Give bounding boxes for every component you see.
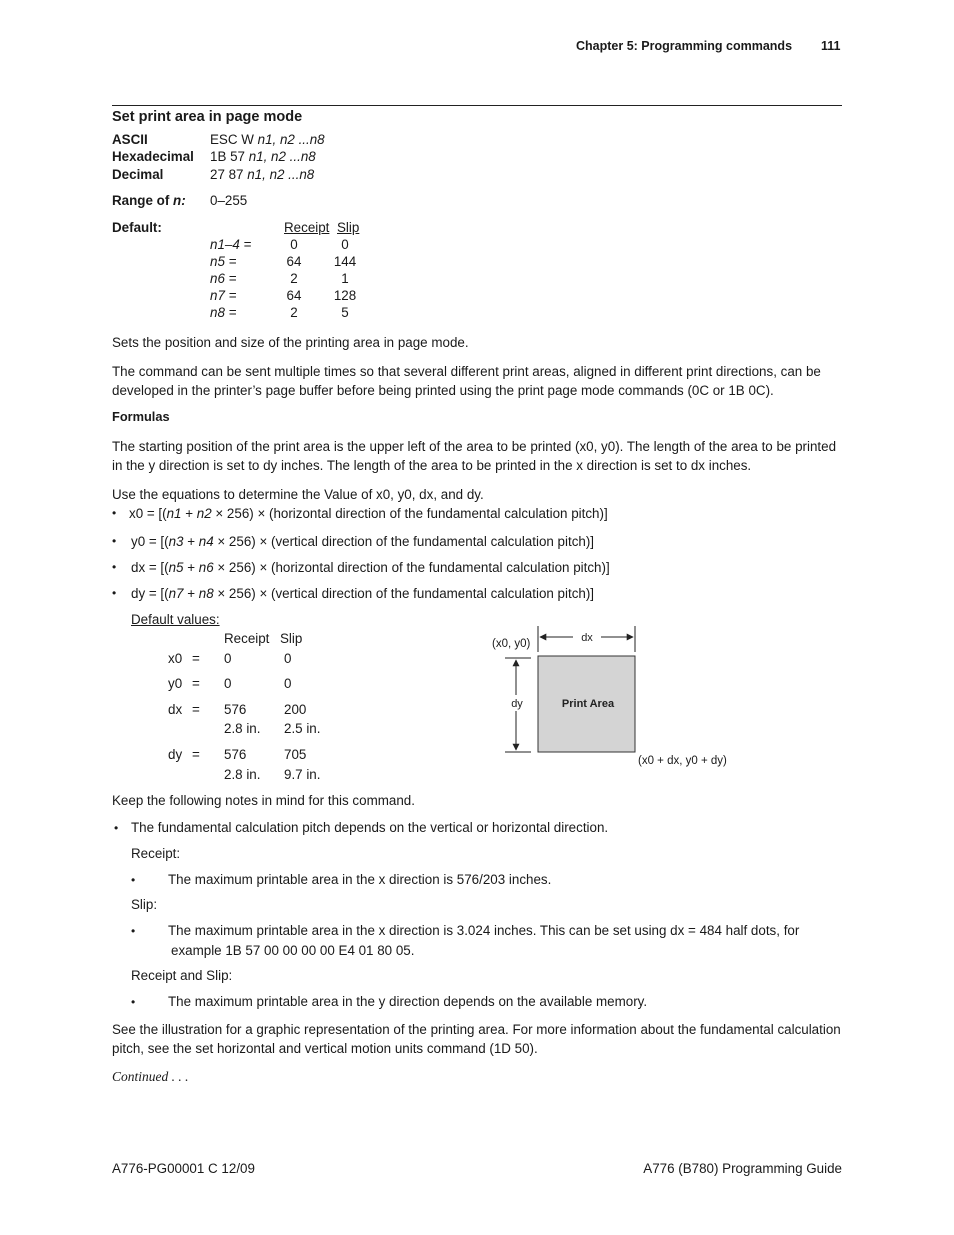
default-receipt: 64: [286, 288, 302, 303]
bullet: •: [114, 821, 119, 835]
illustration-paragraph: See the illustration for a graphic representation of the printing area. For more information about the fundamental calculation pitch, see the set horizontal and vertical motion units command (1D 50).: [112, 1022, 841, 1056]
footer-doc-id: A776-PG00001 C 12/09: [112, 1161, 255, 1176]
dv-slip-inches: 2.5 in.: [284, 721, 321, 736]
section-divider: [112, 105, 842, 106]
slip-label: Slip:: [131, 897, 158, 912]
dv-slip: 0: [284, 651, 292, 666]
default-param: n8 =: [210, 305, 237, 320]
starting-position-paragraph: The starting position of the print area is the upper left of the area to be printed (x0, y0). The length of the area to be printed in the y direction is set to dy inches. The length of the area to be printed in the x direction is set to dx inches.: [112, 439, 837, 473]
dv-header-slip: Slip: [280, 631, 303, 646]
running-header: [576, 39, 840, 53]
dv-receipt: 0: [224, 676, 232, 691]
dv-slip-inches: 9.7 in.: [284, 767, 321, 782]
origin-label: (x0, y0): [492, 638, 531, 650]
note-pitch: The fundamental calculation pitch depends on the vertical or horizontal direction.: [131, 820, 609, 835]
default-slip: 128: [333, 288, 357, 303]
dv-name: x0: [168, 651, 183, 666]
ascii-value: ESC W n1, n2 ...n8: [210, 132, 325, 147]
bullet: •: [112, 586, 117, 600]
dy-label: dy: [511, 698, 523, 710]
section-title: Set print area in page mode: [112, 109, 303, 125]
dv-slip: 705: [284, 747, 307, 762]
dv-eq: =: [192, 702, 200, 717]
formula-dy: dy = [(n7 + n8 × 256) × (vertical direction of the fundamental calculation pitch)]: [131, 586, 595, 601]
footer-guide-title: A776 (B780) Programming Guide: [643, 1161, 842, 1176]
dv-name: y0: [168, 676, 183, 691]
bullet: •: [112, 534, 117, 548]
bullet: •: [112, 506, 117, 520]
decimal-label: Decimal: [112, 167, 164, 182]
default-slip: 144: [333, 254, 357, 269]
default-param: n1–4 =: [210, 237, 252, 252]
multi-area-paragraph: The command can be sent multiple times so that several different print areas, aligned in different print directions, can be developed in the printer’s page buffer before being printed using the print page mode commands (0C or 1B 0C).: [112, 364, 821, 398]
dv-header-receipt: Receipt: [224, 631, 270, 646]
formula-dx: dx = [(n5 + n6 × 256) × (horizontal direction of the fundamental calculation pitch)]: [131, 560, 610, 575]
dv-receipt: 576: [224, 747, 247, 762]
default-param: n5 =: [210, 254, 237, 269]
default-header-receipt: Receipt: [284, 220, 330, 235]
formula-y0: y0 = [(n3 + n4 × 256) × (vertical direction of the fundamental calculation pitch)]: [131, 534, 595, 549]
default-param: n6 =: [210, 271, 237, 286]
equations-intro: Use the equations to determine the Value of x0, y0, dx, and dy.: [112, 487, 484, 502]
notes-intro: Keep the following notes in mind for this command.: [112, 793, 415, 808]
ascii-label: ASCII: [112, 132, 148, 147]
default-param: n7 =: [210, 288, 237, 303]
bullet: •: [112, 560, 117, 574]
bullet: •: [131, 924, 136, 938]
dv-slip: 200: [284, 702, 307, 717]
dx-label: dx: [581, 632, 593, 644]
continued-note: Continued . . .: [112, 1069, 189, 1084]
print-area-label: Print Area: [561, 698, 615, 710]
slip-note-line2: example 1B 57 00 00 00 00 E4 01 80 05.: [171, 943, 415, 958]
receipt-slip-label: Receipt and Slip:: [131, 968, 233, 983]
range-label: Range of n:: [112, 193, 186, 208]
dv-receipt: 0: [224, 651, 232, 666]
receipt-label: Receipt:: [131, 846, 181, 861]
bullet: •: [131, 873, 136, 887]
default-values-label: Default values:: [131, 612, 220, 627]
default-receipt: 64: [286, 254, 302, 269]
range-value: 0–255: [210, 193, 248, 208]
chapter-title: Chapter 5: Programming commands: [576, 39, 793, 53]
receipt-note: The maximum printable area in the x direction is 576/203 inches.: [168, 872, 552, 887]
dv-name: dx: [168, 702, 183, 717]
dv-receipt: 576: [224, 702, 247, 717]
page-number: 111: [820, 39, 841, 53]
decimal-value: 27 87 n1, n2 ...n8: [210, 167, 315, 182]
dv-eq: =: [192, 676, 200, 691]
dv-eq: =: [192, 747, 200, 762]
end-label: (x0 + dx, y0 + dy): [638, 755, 727, 767]
dv-slip: 0: [284, 676, 292, 691]
description-paragraph: Sets the position and size of the printing area in page mode.: [112, 335, 469, 350]
default-header-slip: Slip: [337, 220, 360, 235]
dv-receipt-inches: 2.8 in.: [224, 767, 261, 782]
default-label: Default:: [112, 220, 162, 235]
bullet: •: [131, 995, 136, 1009]
dv-name: dy: [168, 747, 183, 762]
slip-note-line1: The maximum printable area in the x direction is 3.024 inches. This can be set using dx = 484 half dots, for: [168, 923, 800, 938]
dv-receipt-inches: 2.8 in.: [224, 721, 261, 736]
hex-label: Hexadecimal: [112, 149, 194, 164]
default-receipt: 0: [290, 237, 298, 252]
default-receipt: 2: [290, 305, 298, 320]
dv-eq: =: [192, 651, 200, 666]
formula-x0: x0 = [(n1 + n2 × 256) × (horizontal direction of the fundamental calculation pitch)]: [129, 506, 608, 521]
default-receipt: 2: [290, 271, 298, 286]
default-slip: 1: [341, 271, 349, 286]
default-slip: 0: [341, 237, 349, 252]
hex-value: 1B 57 n1, n2 ...n8: [210, 149, 316, 164]
receipt-slip-note: The maximum printable area in the y direction depends on the available memory.: [168, 994, 648, 1009]
default-slip: 5: [341, 305, 349, 320]
formulas-heading: Formulas: [112, 409, 170, 424]
